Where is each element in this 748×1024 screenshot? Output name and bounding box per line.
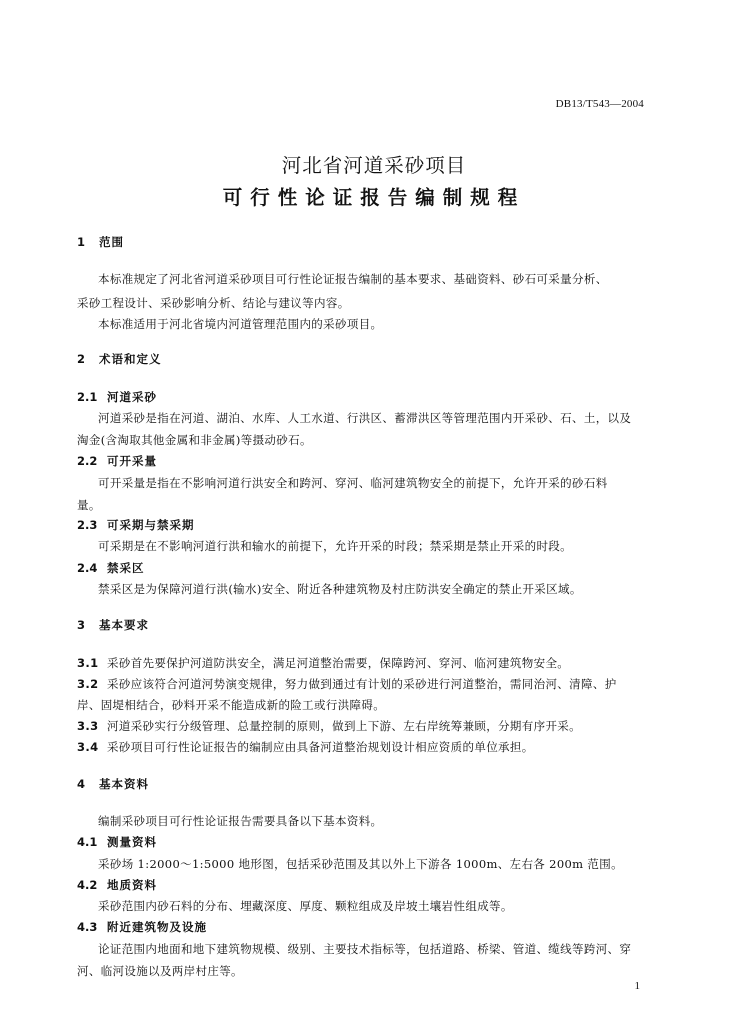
subsection-heading: [77, 877, 157, 893]
paragraph-line: 采砂工程设计、采砂影响分析、结论与建议等内容。: [77, 296, 350, 310]
clause-number: 3.2: [77, 677, 99, 691]
subsection-heading: [77, 453, 157, 469]
paragraph-line: 淘金(含淘取其他金属和非金属)等摄动砂石。: [77, 433, 312, 447]
paragraph-line: 河、临河设施以及两岸村庄等。: [77, 964, 243, 978]
paragraph-line: 采砂范围内砂石料的分布、埋藏深度、厚度、颗粒组成及岸坡土壤岩性组成等。: [98, 899, 513, 913]
subsection-title: 河道采砂: [107, 390, 157, 404]
subsection-number: 2.3: [77, 518, 98, 532]
subsection-number: 4.3: [77, 920, 98, 934]
subsection-title: 可采期与禁采期: [107, 518, 195, 532]
section-2-heading: [77, 351, 162, 367]
subsection-title: 可开采量: [107, 454, 157, 468]
subsection-number: 4.1: [77, 835, 98, 849]
subsection-heading: [77, 834, 157, 850]
subsection-number: 4.2: [77, 878, 98, 892]
subsection-number: 2.4: [77, 561, 98, 575]
clause-text: 采砂项目可行性论证报告的编制应由具备河道整治规划设计相应资质的单位承担。: [107, 740, 534, 754]
paragraph-line: 可开采量是指在不影响河道行洪安全和跨河、穿河、临河建筑物安全的前提下，允许开采的砂石料: [98, 476, 608, 490]
page-number: 1: [634, 980, 640, 992]
section-title: 基本要求: [99, 618, 149, 632]
clause-line: [77, 655, 569, 671]
section-title: 范围: [99, 235, 124, 249]
paragraph-line: 本标准适用于河北省境内河道管理范围内的采砂项目。: [98, 317, 383, 331]
section-number: 3: [77, 618, 86, 632]
clause-number: 3.3: [77, 719, 99, 733]
section-title: 基本资料: [99, 777, 149, 791]
subsection-heading: [77, 560, 145, 576]
clause-text: 河道采砂实行分级管理、总量控制的原则，做到上下游、左右岸统筹兼顾，分期有序开采。: [107, 719, 581, 733]
clause-number: 3.1: [77, 656, 99, 670]
clause-number: 3.4: [77, 740, 99, 754]
clause-text: 采砂首先要保护河道防洪安全，满足河道整治需要，保障跨河、穿河、临河建筑物安全。: [107, 656, 570, 670]
document-title-line-2: 可行性论证报告编制规程: [222, 186, 526, 209]
paragraph-line: 编制采砂项目可行性论证报告需要具备以下基本资料。: [98, 814, 383, 828]
paragraph-line: 本标准规定了河北省河道采砂项目可行性论证报告编制的基本要求、基础资料、砂石可采量分析、: [98, 272, 608, 286]
paragraph-line: 岸、固堤相结合，砂料开采不能造成新的险工或行洪障碍。: [77, 698, 386, 712]
section-number: 2: [77, 352, 86, 366]
section-number: 4: [77, 777, 86, 791]
paragraph-line: 禁采区是为保障河道行洪(输水)安全、附近各种建筑物及村庄防洪安全确定的禁止开采区域。: [98, 582, 582, 596]
section-number: 1: [77, 235, 86, 249]
subsection-title: 禁采区: [107, 561, 145, 575]
document-title-line-1: 河北省河道采砂项目: [281, 154, 467, 177]
subsection-heading: [77, 389, 157, 405]
section-4-heading: [77, 776, 149, 792]
section-3-heading: [77, 617, 149, 633]
paragraph-line: 河道采砂是指在河道、湖泊、水库、人工水道、行洪区、蓄滞洪区等管理范围内开采砂、石、土，以及: [98, 411, 632, 425]
section-title: 术语和定义: [99, 352, 162, 366]
paragraph-line: 论证范围内地面和地下建筑物规模、级别、主要技术指标等，包括道路、桥梁、管道、缆线等跨河、穿: [98, 942, 632, 956]
clause-line: [77, 676, 617, 692]
subsection-heading: [77, 919, 207, 935]
document-number: DB13/T543—2004: [555, 98, 644, 110]
clause-line: [77, 739, 534, 755]
subsection-heading: [77, 517, 195, 533]
clause-line: [77, 718, 581, 734]
clause-text: 采砂应该符合河道河势演变规律，努力做到通过有计划的采砂进行河道整治，需同治河、清障、护: [107, 677, 617, 691]
subsection-number: 2.1: [77, 390, 98, 404]
subsection-title: 测量资料: [107, 835, 157, 849]
subsection-title: 地质资料: [107, 878, 157, 892]
section-1-heading: [77, 234, 124, 250]
subsection-title: 附近建筑物及设施: [107, 920, 207, 934]
paragraph-line: 量。: [77, 498, 101, 512]
paragraph-line: 采砂场 1:2000～1:5000 地形图，包括采砂范围及其以外上下游各 1000m、左右各 200m 范围。: [98, 857, 623, 871]
paragraph-line: 可采期是在不影响河道行洪和输水的前提下，允许开采的时段；禁采期是禁止开采的时段。: [98, 539, 572, 553]
subsection-number: 2.2: [77, 454, 98, 468]
